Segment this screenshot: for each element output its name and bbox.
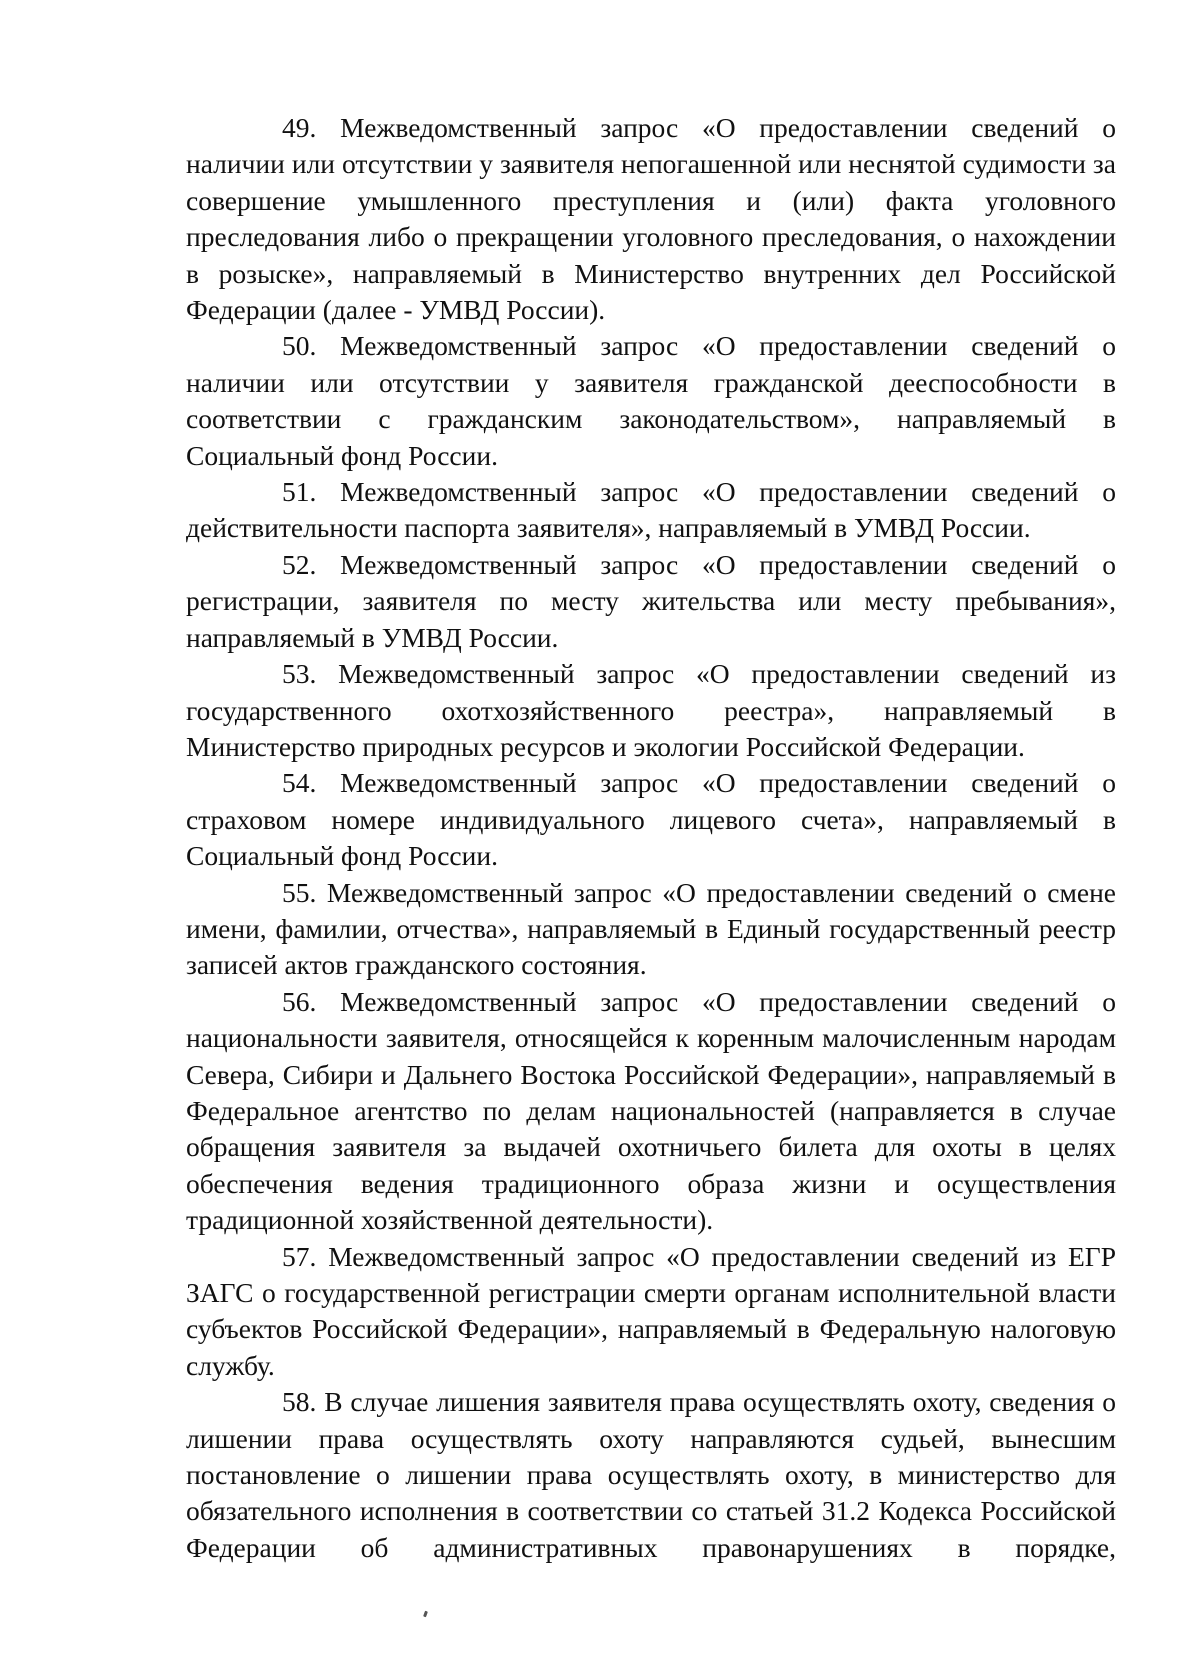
paragraph-number: 52. [282, 548, 317, 580]
paragraph-text: Межведомственный запрос «О предоставлении сведений о действительности паспорта заявителя», направляемый в УМВД России. [186, 476, 1117, 544]
paragraph-number: 53. [282, 658, 317, 690]
scan-speck [423, 1611, 428, 1618]
paragraph-number: 49. [282, 112, 317, 143]
paragraph-56 [186, 984, 1116, 1239]
document-body [186, 110, 1116, 1566]
paragraph-number: 57. [282, 1240, 317, 1272]
paragraph-number: 51. [282, 476, 317, 508]
paragraph-49 [186, 110, 1116, 328]
paragraph-50 [186, 328, 1116, 474]
paragraph-54 [186, 765, 1116, 874]
paragraph-number: 50. [282, 330, 317, 362]
paragraph-53 [186, 656, 1116, 765]
paragraph-text: Межведомственный запрос «О предоставлении сведений из ЕГР ЗАГС о государственной регистрации смерти органам исполнительной власти субъектов Российской Федерации», направляемый в Федеральную налоговую службу. [186, 1240, 1116, 1381]
paragraph-text: Межведомственный запрос «О предоставлении сведений о наличии или отсутствии у заявителя гражданской дееспособности в соответствии с гражданским законодательством», направляемый в Социальный фонд России. [186, 330, 1117, 471]
paragraph-58 [186, 1384, 1116, 1566]
paragraph-text: Межведомственный запрос «О предоставлении сведений о национальности заявителя, относящейся к коренным малочисленным народам Севера, Сибири и Дальнего Востока Российской Федерации», направляемый в Федеральное агентство по делам национальностей (направляется в случае обращения заявителя за выдачей охотничьего билета для охоты в целях обеспечения ведения традиционного образа жизни и осуществления традиционной хозяйственной деятельности). [186, 985, 1117, 1236]
paragraph-number: 54. [282, 767, 317, 799]
paragraph-text: В случае лишения заявителя права осуществлять охоту, сведения о лишении права осуществлять охоту направляются судьей, вынесшим постановление о лишении права осуществлять охоту, в министерство для обязательного исполнения в соответствии со статьей 31.2 Кодекса Российской Федерации об административных правонарушениях в порядке, [186, 1386, 1117, 1563]
paragraph-text: Межведомственный запрос «О предоставлении сведений о страховом номере индивидуального лицевого счета», направляемый в Социальный фонд России. [186, 767, 1117, 872]
paragraph-number: 58. [282, 1386, 317, 1418]
paragraph-text: Межведомственный запрос «О предоставлении сведений из государственного охотхозяйственного реестра», направляемый в Министерство природных ресурсов и экологии Российской Федерации. [186, 658, 1117, 762]
paragraph-51 [186, 474, 1116, 547]
paragraph-text: Межведомственный запрос «О предоставлении сведений о регистрации, заявителя по месту жительства или месту пребывания», направляемый в УМВД России. [186, 548, 1117, 653]
paragraph-number: 55. [282, 876, 317, 908]
paragraph-text: Межведомственный запрос «О предоставлении сведений о смене имени, фамилии, отчества», направляемый в Единый государственный реестр записей актов гражданского состояния. [186, 876, 1116, 981]
paragraph-55 [186, 875, 1116, 984]
paragraph-text: Межведомственный запрос «О предоставлении сведений о наличии или отсутствии у заявителя непогашенной или неснятой судимости за совершение умышленного преступления и (или) факта уголовного преследования либо о прекращении уголовного преследования, о нахождении в розыске», направляемый в Министерство внутренних дел Российской Федерации (далее - УМВД России). [186, 112, 1117, 326]
paragraph-57 [186, 1239, 1116, 1385]
paragraph-52 [186, 547, 1116, 656]
paragraph-number: 56. [282, 985, 317, 1017]
